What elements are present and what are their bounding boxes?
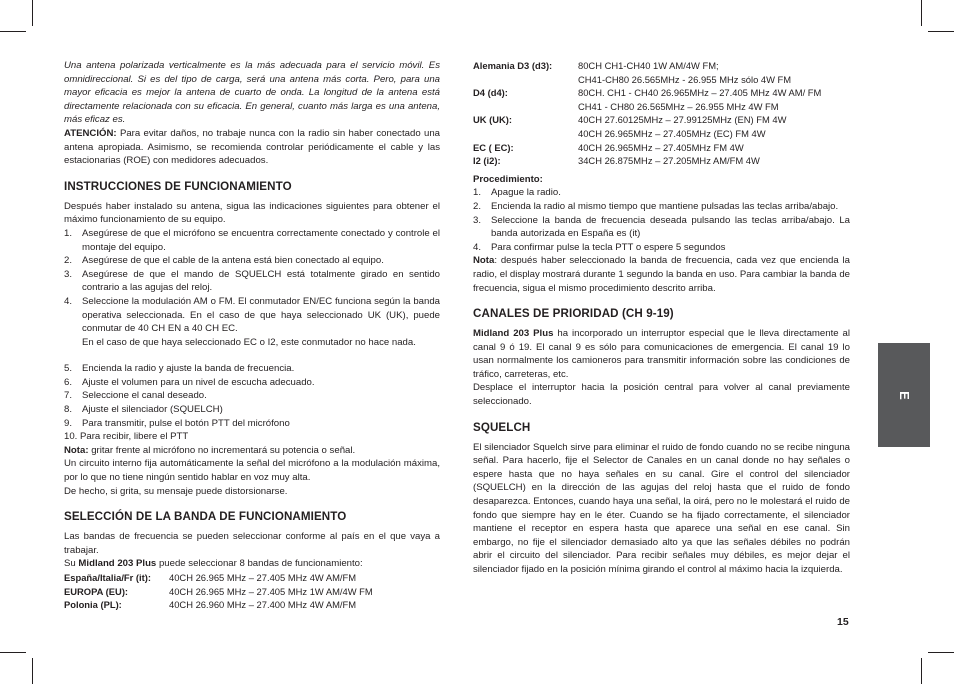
priority-paragraph: Midland 203 Plus ha incorporado un interruptor especial que le lleva directamente al canal 9 ó 19. El canal 9 es sólo para comunicaciones de emergencia. El canal 19 lo usan normalmente los camioneros para transmitir información sobre las condiciones de tráfico, carreteras, etc. [473,328,850,380]
left-column [64,59,440,612]
bands-table-left [64,571,373,612]
agc-paragraph: Un circuito interno fija automáticamente la señal del micrófono a la modulación máxima, por lo que no tiene ningún sentido hablar en voz muy alta. [64,458,440,484]
list-item: 2. Encienda la radio al mismo tiempo que mantiene pulsadas las teclas arriba/abajo. [473,200,839,212]
band-intro: Las bandas de frecuencia se pueden seleccionar conforme al país en el que vaya a trabajar. [64,531,440,556]
table-row: I2 (i2): 34CH 26.875MHz – 27.205MHz AM/FM 4W [473,155,760,167]
instructions-intro: Después haber instalado su antena, sigua las indicaciones siguientes para obtener el máximo funcionamiento de su equipo. [64,200,440,226]
list-item: 7. Seleccione el canal deseado. [64,390,207,402]
list-item: 5. Encienda la radio y ajuste la banda de frecuencia. [64,363,295,375]
list-item: 4. Para confirmar pulse la tecla PTT o espere 5 segundos [473,241,726,253]
list-item: 4. Seleccione la modulación AM o FM. El conmutador EN/EC funciona según la banda operativa seleccionada. En el caso de que haya seleccionado UK (UK), puede conmutar de 40 CH EN a 40 CH EC. [64,295,440,335]
procedure-steps [473,186,850,254]
crop-mark [32,0,33,26]
step-10: 10. Para recibir, libere el PTT [64,431,189,443]
language-letter: E [896,390,912,400]
crop-mark [32,658,33,684]
crop-mark [0,652,26,653]
procedure-note-label: Nota [473,255,495,267]
note-label: Nota: [64,444,89,456]
model-name: Midland 203 Plus [473,328,554,340]
procedure-note: Nota: después haber seleccionado la banda de frecuencia, cada vez que encienda la radio, el display mostrará durante 1 segundo la banda en uso. Para cambiar la banda de frecuencia, sigua el mismo procedimiento descrito arriba. [473,255,850,294]
crop-mark [921,0,922,26]
crop-mark [921,658,922,684]
procedure-label: Procedimiento: [473,173,543,185]
step4-extra: En el caso de que haya seleccionado EC o I2, este conmutador no hace nada. [82,336,416,348]
crop-mark [928,31,954,32]
table-row: CH41-CH80 26.565MHz - 26.955 MHz sólo 4W FM [578,73,792,85]
note-paragraph [64,444,440,458]
table-row: Polonia (PL): 40CH 26.960 MHz – 27.400 MHz 4W AM/FM [64,599,357,611]
instructions-steps-a [64,227,440,336]
crop-mark [928,652,954,653]
band-heading: SELECCIÓN DE LA BANDA DE FUNCIONAMIENTO [64,510,347,524]
squelch-heading: SQUELCH [473,420,531,434]
attention-paragraph [64,127,440,168]
list-item: 8. Ajuste el silenciador (SQUELCH) [64,404,223,416]
shout-paragraph: De hecho, si grita, su mensaje puede distorsionarse. [64,485,288,497]
table-row: Alemania D3 (d3): 80CH CH1-CH40 1W AM/4W FM; [473,60,719,71]
list-item: 2. Asegúrese de que el cable de la antena está bien conectado al equipo. [64,255,384,267]
table-row: UK (UK): 40CH 27.60125MHz – 27.99125MHz (EN) FM 4W [473,114,787,126]
squelch-paragraph: El silenciador Squelch sirve para eliminar el ruido de fondo cuando no se recibe ninguna señal. Para hacerlo, fije el Selector de Canales en un canal donde no hay señales o espere hasta que no haya señales en su canal. Gire el control del silenciador (SQUELCH) en la dirección de las agujas del reloj hasta que el ruido de fondo desaparezca. Entonces, cuando haya una señal, la oirá, pero no le molestará el ruido de fondo que siempre hay en le éter. Cuando se ha fijado correctamente, el silenciador mantiene el receptor en espera hasta que aparece una señal en ese canal. Sin embargo, no fije el silenciador demasiado alto ya que las señales débiles no podrán abrir el circuito del silenciador. Para recibir señales muy débiles, es mejor dejar el silenciador fijado en la posición mínima girando el control al máximo hacia la izquierda. [473,441,850,575]
attention-text: Para evitar daños, no trabaje nunca con la radio sin haber conectado una antena apropiada. Asimismo, se recomienda controlar periódicamente el cable y las estacionarias (ROE) con medidores adecuados. [64,127,440,167]
antenna-intro: Una antena polarizada verticalmente es la más adecuada para el servicio móvil. Es omnidireccional. Si es del tipo de carga, será una antena más corta. Pero, para una mayor eficacia es mejor la antena de cuarto de onda. La longitud de la antena está directamente relacionada con su eficacia. En general, cuanto más larga es una antena, más eficaz es. [64,60,440,126]
priority-paragraph-2: Desplace el interruptor hacia la posición central para volver al canal previamente seleccionado. [473,382,850,408]
table-row: EC ( EC): 40CH 26.965MHz – 27.405MHz FM 4W [473,141,744,153]
bands-table-right [473,59,821,168]
band-model-line: Su Midland 203 Plus puede seleccionar 8 bandas de funcionamiento: [64,558,363,570]
right-column [473,59,850,577]
table-row: España/Italia/Fr (it): 40CH 26.965 MHz – 27.405 MHz 4W AM/FM [64,572,357,583]
table-row: D4 (d4): 80CH. CH1 - CH40 26.965MHz – 27.405 MHz 4W AM/ FM [473,87,822,99]
list-item: 6. Ajuste el volumen para un nivel de escucha adecuado. [64,376,315,388]
list-item: 3. Asegúrese de que el mando de SQUELCH está totalmente girado en sentido contrario a las agujas del reloj. [64,268,440,294]
table-row: CH41 - CH80 26.565MHz – 26.955 MHz 4W FM [578,100,779,112]
list-item: 9. Para transmitir, pulse el botón PTT del micrófono [64,417,290,429]
table-row: EUROPA (EU): 40CH 26.965 MHz – 27.405 MHz 1W AM/4W FM [64,585,373,597]
table-row: 40CH 26.965MHz – 27.405MHz (EC) FM 4W [578,127,766,139]
model-name: Midland 203 Plus [78,558,157,570]
instructions-steps-b [64,362,440,430]
priority-heading: CANALES DE PRIORIDAD (CH 9-19) [473,307,674,321]
crop-mark [0,31,26,32]
instructions-heading: INSTRUCCIONES DE FUNCIONAMIENTO [64,179,292,193]
list-item: 3. Seleccione la banda de frecuencia deseada pulsando las teclas arriba/abajo. La banda autorizada en España es (it) [473,214,850,240]
note-text: gritar frente al micrófono no incrementará su potencia o señal. [91,444,356,456]
language-tab [878,343,930,447]
list-item: 1. Apague la radio. [473,187,561,199]
list-item: 1. Asegúrese de que el micrófono se encuentra correctamente conectado y controle el montaje del equipo. [64,227,440,253]
attention-label: ATENCIÓN: [64,127,117,139]
page-number: 15 [837,616,849,628]
